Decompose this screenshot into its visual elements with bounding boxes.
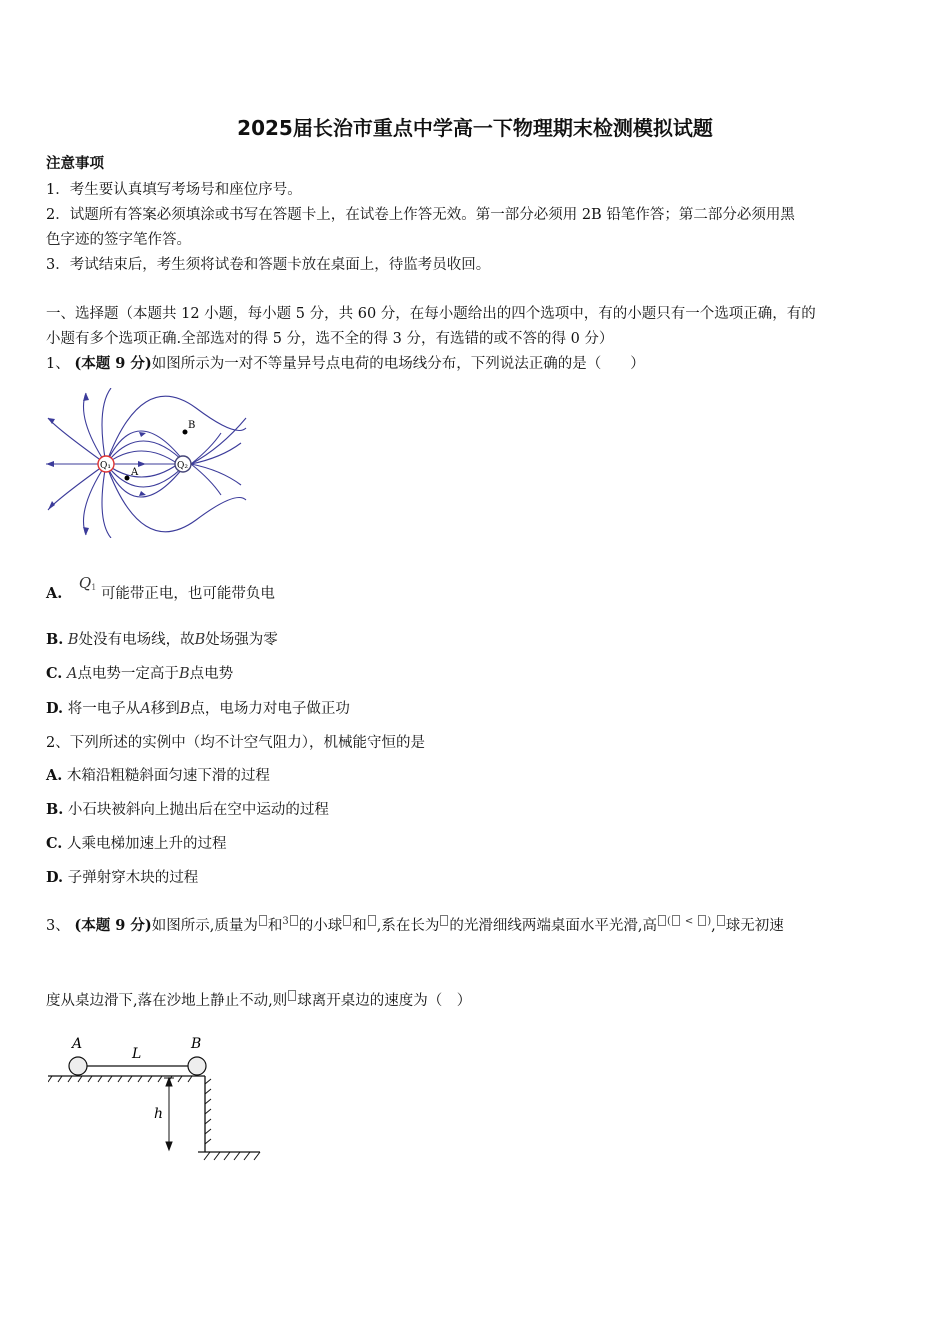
question-score: (本题 9 分) xyxy=(74,917,152,934)
q2-label: Q₂ xyxy=(177,461,188,471)
option-text: 木箱沿粗糙斜面匀速下滑的过程 xyxy=(66,768,270,784)
q2-option-b xyxy=(46,798,329,819)
height-dimension xyxy=(164,1078,174,1150)
option-key: A. xyxy=(46,767,63,784)
notice-item-2-cont: 色字迹的签字笔作答。 xyxy=(46,232,191,248)
math-subscript: 1 xyxy=(91,583,97,592)
option-text: 点，电场力对电子做正功 xyxy=(190,701,350,717)
option-text: 人乘电梯加速上升的过程 xyxy=(66,836,227,852)
option-key: D. xyxy=(46,869,64,886)
missing-glyph xyxy=(259,915,267,926)
q2-option-d xyxy=(46,866,198,887)
option-text: 点电势一定高于 xyxy=(77,666,179,682)
question-text: 的小球 xyxy=(298,918,343,934)
table-edge-figure xyxy=(48,1032,268,1167)
length-label: L xyxy=(132,1046,142,1062)
math-symbol: B xyxy=(194,632,206,648)
question-text: 和 xyxy=(267,918,283,934)
option-d xyxy=(46,697,350,718)
ball-a xyxy=(69,1057,87,1075)
notice-item-1: 1．考生要认真填写考场号和座位序号。 xyxy=(46,182,302,198)
missing-glyph xyxy=(658,915,666,926)
point-a-label: A xyxy=(131,467,139,478)
option-text: 处没有电场线，故 xyxy=(78,632,195,648)
option-text: 小石块被斜向上抛出后在空中运动的过程 xyxy=(67,802,329,818)
option-text: 点电势 xyxy=(189,666,234,682)
option-key: C. xyxy=(46,665,63,682)
question-3-stem-cont xyxy=(46,989,471,1010)
option-text: 子弹射穿木块的过程 xyxy=(67,870,199,886)
point-b xyxy=(183,430,188,435)
field-lines xyxy=(46,388,246,538)
math-symbol: ( xyxy=(666,916,671,927)
notice-heading: 注意事项 xyxy=(46,155,104,172)
math-coefficient: 3 xyxy=(282,916,289,927)
question-3-stem xyxy=(46,914,784,935)
option-text: 移到 xyxy=(150,701,180,717)
question-text: 的光滑细线两端桌面水平光滑,高 xyxy=(449,918,657,934)
missing-glyph xyxy=(717,915,725,926)
notice-item-3: 3．考试结束后，考生须将试卷和答题卡放在桌面上，待监考员收回。 xyxy=(46,257,491,273)
ball-a-label: A xyxy=(72,1036,83,1052)
question-text: 如图所示为一对不等量异号点电荷的电场线分布，下列说法正确的是（ ） xyxy=(151,356,645,372)
ball-b xyxy=(188,1057,206,1075)
question-text: 如图所示,质量为 xyxy=(151,918,258,934)
missing-glyph xyxy=(698,915,706,926)
ball-b-label: B xyxy=(191,1036,202,1052)
missing-glyph xyxy=(672,915,680,926)
question-number: 1、 xyxy=(46,356,70,372)
option-text: 处场强为零 xyxy=(205,632,278,648)
math-symbol: ) xyxy=(707,916,712,927)
question-text: , xyxy=(711,918,716,934)
point-a xyxy=(125,476,130,481)
option-key: D. xyxy=(46,700,64,717)
missing-glyph xyxy=(288,990,296,1001)
electric-field-figure xyxy=(46,388,256,538)
question-text: 和 xyxy=(352,918,367,934)
option-a xyxy=(46,574,275,603)
question-2-stem: 2、下列所述的实例中（均不计空气阻力），机械能守恒的是 xyxy=(46,735,425,751)
notice-item-2: 2．试题所有答案必须填涂或书写在答题卡上，在试卷上作答无效。第一部分必须用 2B 铅笔作答；第二部分必须用黑 xyxy=(46,207,795,223)
option-key: A. xyxy=(46,585,63,602)
math-symbol: A xyxy=(66,666,78,682)
section-heading: 一、选择题（本题共 12 小题，每小题 5 分，共 60 分，在每小题给出的四个选项中，有的小题只有一个选项正确，有的 xyxy=(46,306,816,322)
q1-label: Q₁ xyxy=(100,461,111,471)
option-key: B. xyxy=(46,801,64,818)
math-symbol: B xyxy=(67,632,79,648)
option-key: B. xyxy=(46,631,64,648)
missing-glyph xyxy=(368,915,376,926)
height-label: h xyxy=(154,1106,164,1122)
page-title: 2025届长治市重点中学高一下物理期末检测模拟试题 xyxy=(237,116,713,140)
question-text: 度从桌边滑下,落在沙地上静止不动,则 xyxy=(46,993,288,1009)
q2-option-a xyxy=(46,764,270,785)
math-symbol: < xyxy=(684,916,694,927)
missing-glyph xyxy=(290,915,298,926)
question-text: 球无初速 xyxy=(725,918,784,934)
option-text: 可能带正电，也可能带负电 xyxy=(100,586,275,602)
q2-option-c xyxy=(46,832,226,853)
missing-glyph xyxy=(343,915,351,926)
point-b-label: B xyxy=(188,420,196,431)
math-symbol: B xyxy=(179,701,191,717)
question-score: (本题 9 分) xyxy=(74,355,152,372)
missing-glyph xyxy=(440,915,448,926)
section-heading-cont: 小题有多个选项正确.全部选对的得 5 分，选不全的得 3 分，有选错的或不答的得 0 分） xyxy=(46,331,614,347)
question-text: 球离开桌边的速度为（ ） xyxy=(297,993,472,1009)
option-text: 将一电子从 xyxy=(67,701,141,717)
math-symbol: Q xyxy=(78,574,92,592)
question-number: 3、 xyxy=(46,918,70,934)
math-symbol: B xyxy=(178,666,190,682)
question-text: ,系在长为 xyxy=(376,918,440,934)
option-b xyxy=(46,628,278,649)
math-symbol: A xyxy=(140,701,151,717)
option-key: C. xyxy=(46,835,63,852)
option-c xyxy=(46,662,233,683)
question-1-stem xyxy=(46,352,645,373)
